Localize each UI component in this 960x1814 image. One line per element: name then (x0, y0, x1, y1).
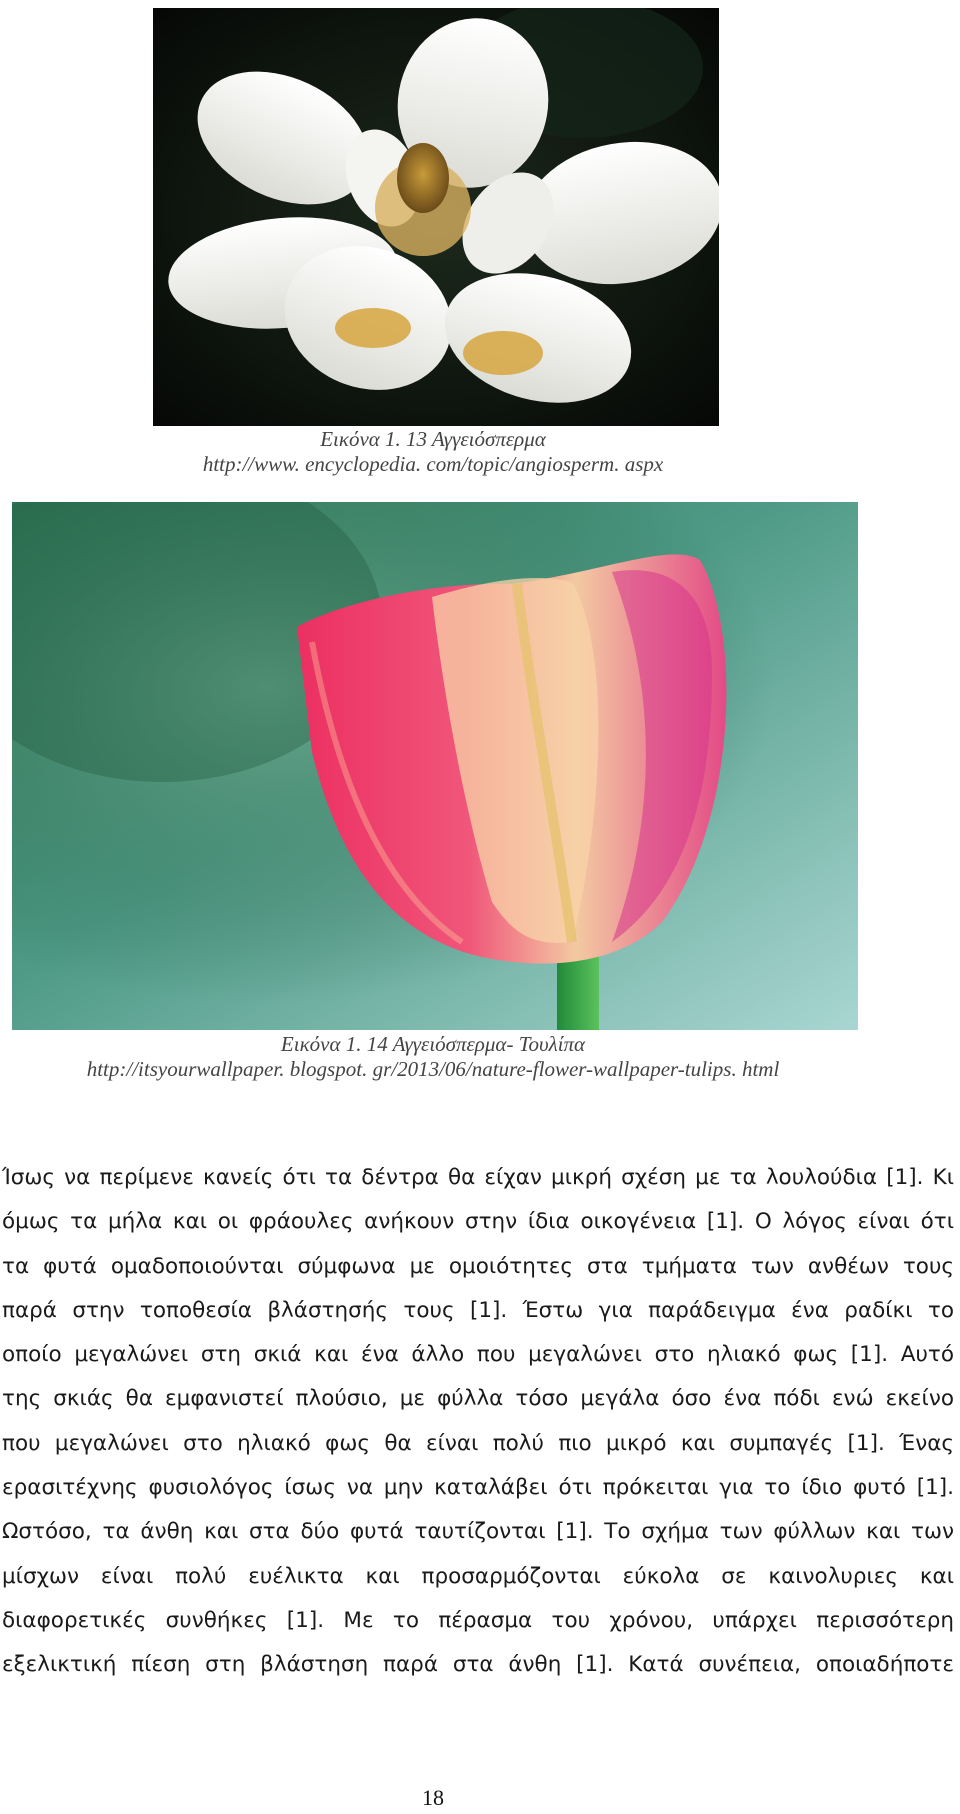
body-paragraph (2, 1156, 954, 1688)
figure-caption-title: Εικόνα 1. 13 Αγγειόσπερμα (320, 427, 546, 451)
text-line: παρά στην τοποθεσία βλάστησής τους [1]. Έστω για παράδειγμα ένα ραδίκι το (2, 1297, 954, 1323)
text-line: που μεγαλώνει στο ηλιακό φως θα είναι πολύ πιο μικρό και συμπαγές [1]. Ένας (2, 1430, 954, 1456)
figure-caption (0, 1032, 866, 1082)
figure-caption-title: Εικόνα 1. 14 Αγγειόσπερμα- Τουλίπα (280, 1032, 586, 1056)
text-line: όμως τα μήλα και οι φράουλες ανήκουν στην ίδια οικογένεια [1]. Ο λόγος είναι ότι (2, 1209, 954, 1235)
figure-caption-source: http://www. encyclopedia. com/topic/angiosperm. aspx (202, 452, 664, 476)
page-number: 18 (422, 1785, 444, 1810)
tulip-photo (12, 502, 858, 1030)
text-line: εξελικτική πίεση στη βλάστηση παρά στα άνθη [1]. Κατά συνέπεια, οποιαδήποτε (2, 1652, 954, 1678)
figure-caption (0, 427, 866, 477)
text-line: τα φυτά ομαδοποιούνται σύμφωνα με ομοιότητες στα τμήματα των ανθέων τους (2, 1253, 954, 1279)
figure-caption-source: http://itsyourwallpaper. blogspot. gr/2013/06/nature-flower-wallpaper-tulips. html (86, 1057, 780, 1081)
text-line: Ίσως να περίμενε κανείς ότι τα δέντρα θα είχαν μικρή σχέση με τα λουλούδια [1]. Κι (2, 1165, 954, 1190)
text-line: της σκιάς θα εμφανιστεί πλούσιο, με φύλλα τόσο μεγάλα όσο ένα πόδι ενώ εκείνο (2, 1386, 954, 1412)
text-line: ερασιτέχνης φυσιολόγος ίσως να μην καταλάβει ότι πρόκειται για το ίδιο φυτό [1]. (2, 1475, 954, 1501)
text-line: διαφορετικές συνθήκες [1]. Με το πέρασμα του χρόνου, υπάρχει περισσότερη (2, 1607, 954, 1633)
magnolia-photo (153, 8, 719, 426)
text-line: οποίο μεγαλώνει στη σκιά και ένα άλλο που μεγαλώνει στο ηλιακό φως [1]. Αυτό (2, 1342, 954, 1368)
text-line: Ωστόσο, τα άνθη και στα δύο φυτά ταυτίζονται [1]. Το σχήμα των φύλλων και των (2, 1519, 954, 1545)
text-line: μίσχων είναι πολύ ευέλικτα και προσαρμόζονται εύκολα σε καινολυριες και (2, 1563, 954, 1589)
